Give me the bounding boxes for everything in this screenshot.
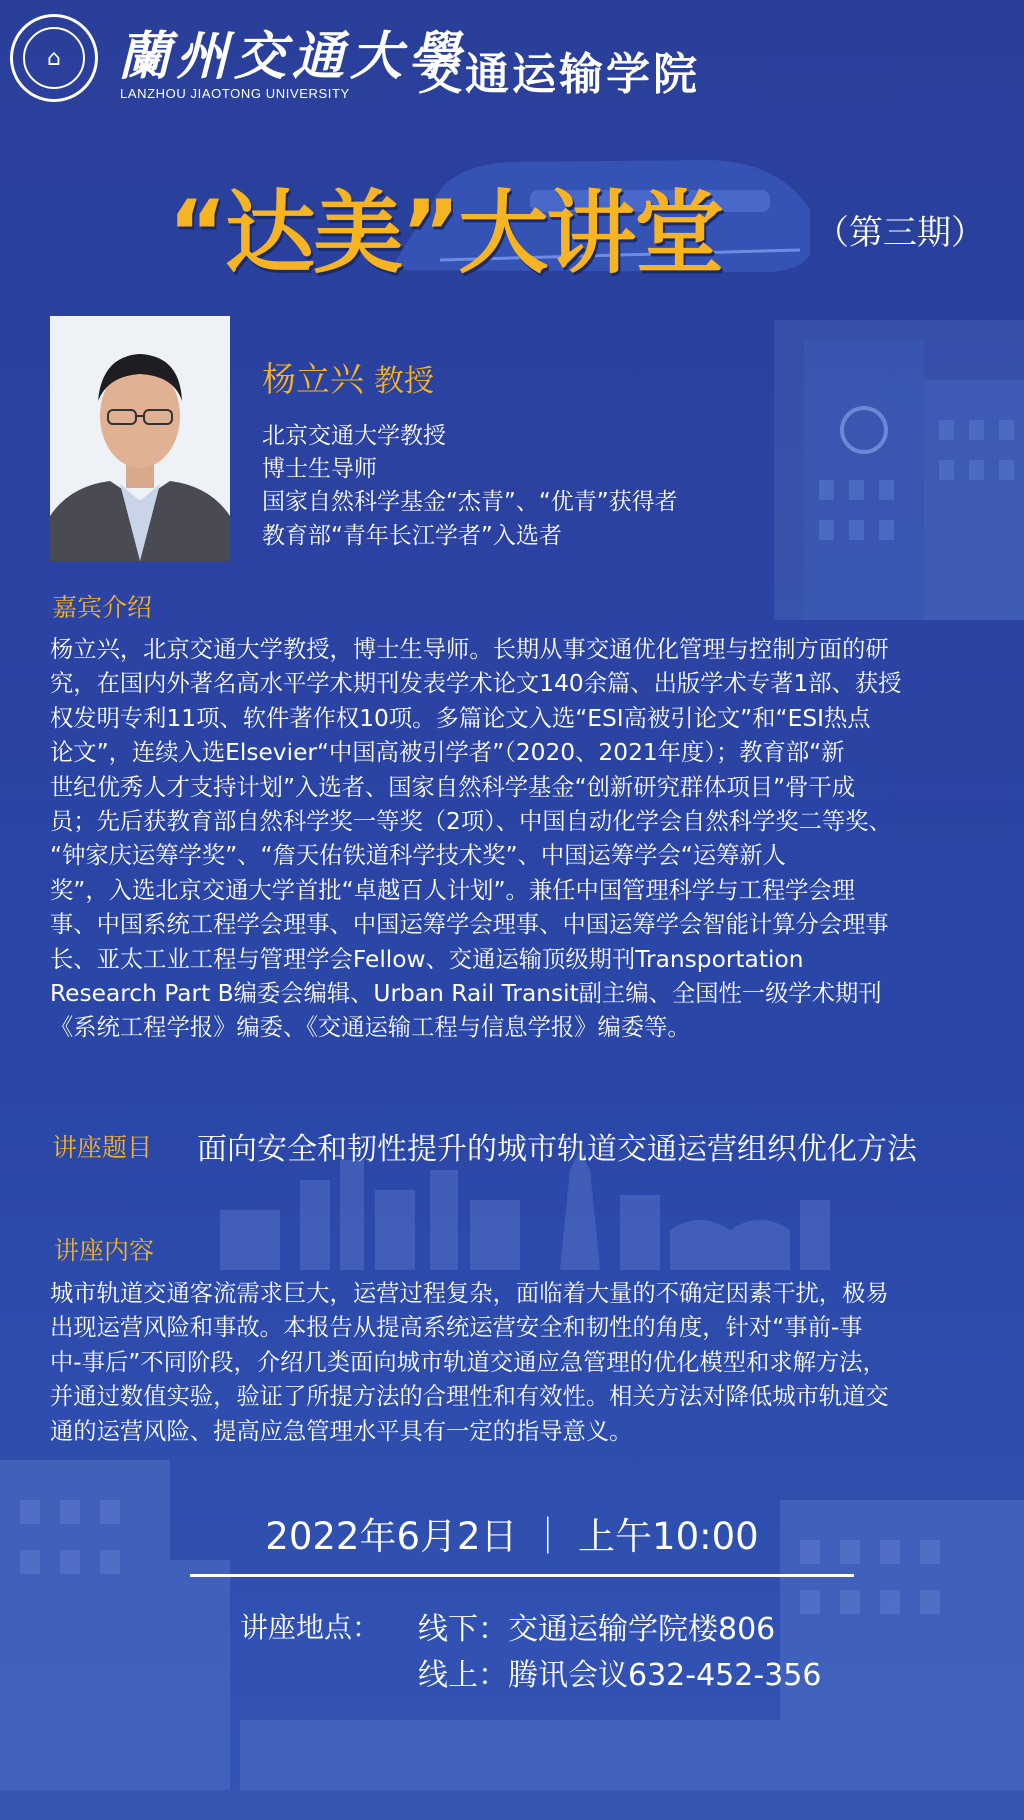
guest-intro-line: 论文”，连续入选Elsevier“中国高被引学者”（2020、2021年度）；教育部“新 xyxy=(50,739,845,767)
divider-line xyxy=(190,1574,854,1577)
lecture-content-line: 通的运营风险、提高应急管理水平具有一定的指导意义。 xyxy=(50,1417,633,1445)
lecture-topic-label: 讲座题目 xyxy=(52,1133,153,1162)
university-name-en: LANZHOU JIAOTONG UNIVERSITY xyxy=(120,86,350,101)
speaker-credential: 国家自然科学基金“杰青”、“优青”获得者 xyxy=(262,489,678,515)
lecture-content-text xyxy=(50,1277,975,1449)
lecture-topic-value: 面向安全和韧性提升的城市轨道交通运营组织优化方法 xyxy=(197,1132,917,1167)
guest-intro-line: Research Part B编委会编辑、Urban Rail Transit副主编、全国性一级学术期刊 xyxy=(50,980,882,1008)
event-datetime: 2022年6月2日 ｜ 上午10:00 xyxy=(265,1515,759,1558)
university-name-cn: 蘭州交通大學 xyxy=(118,26,467,87)
guest-intro-line: 世纪优秀人才支持计划”入选者、国家自然科学基金“创新研究群体项目”骨干成 xyxy=(50,773,856,801)
guest-intro-label: 嘉宾介绍 xyxy=(52,593,153,622)
lecture-content-line: 并通过数值实验，验证了所提方法的合理性和有效性。相关方法对降低城市轨道交 xyxy=(50,1383,889,1411)
guest-intro-line: 奖”，入选北京交通大学首批“卓越百人计划”。兼任中国管理科学与工程学会理 xyxy=(50,876,856,904)
speaker-rank: 教授 xyxy=(374,364,434,399)
guest-intro-line: 事、中国系统工程学会理事、中国运筹学会理事、中国运筹学会智能计算分会理事 xyxy=(50,911,889,939)
speaker-name: 杨立兴 xyxy=(262,360,364,400)
speaker-name-line xyxy=(262,352,434,401)
lecture-content-line: 城市轨道交通客流需求巨大，运营过程复杂，面临着大量的不确定因素干扰，极易 xyxy=(50,1280,889,1307)
guest-intro-line: 员；先后获教育部自然科学奖一等奖（2项）、中国自动化学会自然科学奖二等奖、 xyxy=(50,808,892,836)
issue-number: （第三期） xyxy=(815,213,985,253)
speaker-credential: 北京交通大学教授 xyxy=(262,423,446,449)
guest-intro-line: 杨立兴，北京交通大学教授，博士生导师。长期从事交通优化管理与控制方面的研 xyxy=(50,636,889,663)
venue-offline: 线下：交通运输学院楼806 xyxy=(418,1612,776,1647)
speaker-credential: 博士生导师 xyxy=(262,456,377,482)
speaker-portrait-icon xyxy=(50,316,230,561)
guest-intro-line: 《系统工程学报》编委、《交通运输工程与信息学报》编委等。 xyxy=(50,1014,691,1042)
guest-intro-text xyxy=(50,633,975,1046)
building-graphic xyxy=(774,320,1024,620)
lecture-series-title: “达美”大讲堂 xyxy=(168,181,723,286)
university-seal-icon xyxy=(10,14,98,102)
speaker-credential: 教育部“青年长江学者”入选者 xyxy=(262,523,562,549)
lecture-content-label: 讲座内容 xyxy=(54,1236,155,1265)
guest-intro-line: 权发明专利11项、软件著作权10项。多篇论文入选“ESI高被引论文”和“ESI热点 xyxy=(50,704,871,732)
guest-intro-line: 长、亚太工业工程与管理学会Fellow、交通运输顶级期刊Transportation xyxy=(50,945,804,973)
speaker-photo xyxy=(50,316,230,561)
venue-online: 线上：腾讯会议632-452-356 xyxy=(418,1658,822,1693)
guest-intro-line: 究，在国内外著名高水平学术期刊发表学术论文140余篇、出版学术专著1部、获授 xyxy=(50,670,902,698)
venue-label: 讲座地点： xyxy=(240,1611,381,1644)
lecture-content-line: 中-事后”不同阶段，介绍几类面向城市轨道交通应急管理的优化模型和求解方法， xyxy=(50,1348,886,1376)
guest-intro-line: “钟家庆运筹学奖”、“詹天佑铁道科学技术奖”、中国运筹学会“运筹新人 xyxy=(50,842,786,870)
seal-center-icon: ⌂ xyxy=(23,27,85,89)
lecture-content-line: 出现运营风险和事故。本报告从提高系统运营安全和韧性的角度，针对“事前-事 xyxy=(50,1314,863,1342)
school-name: 交通运输学院 xyxy=(418,49,700,100)
